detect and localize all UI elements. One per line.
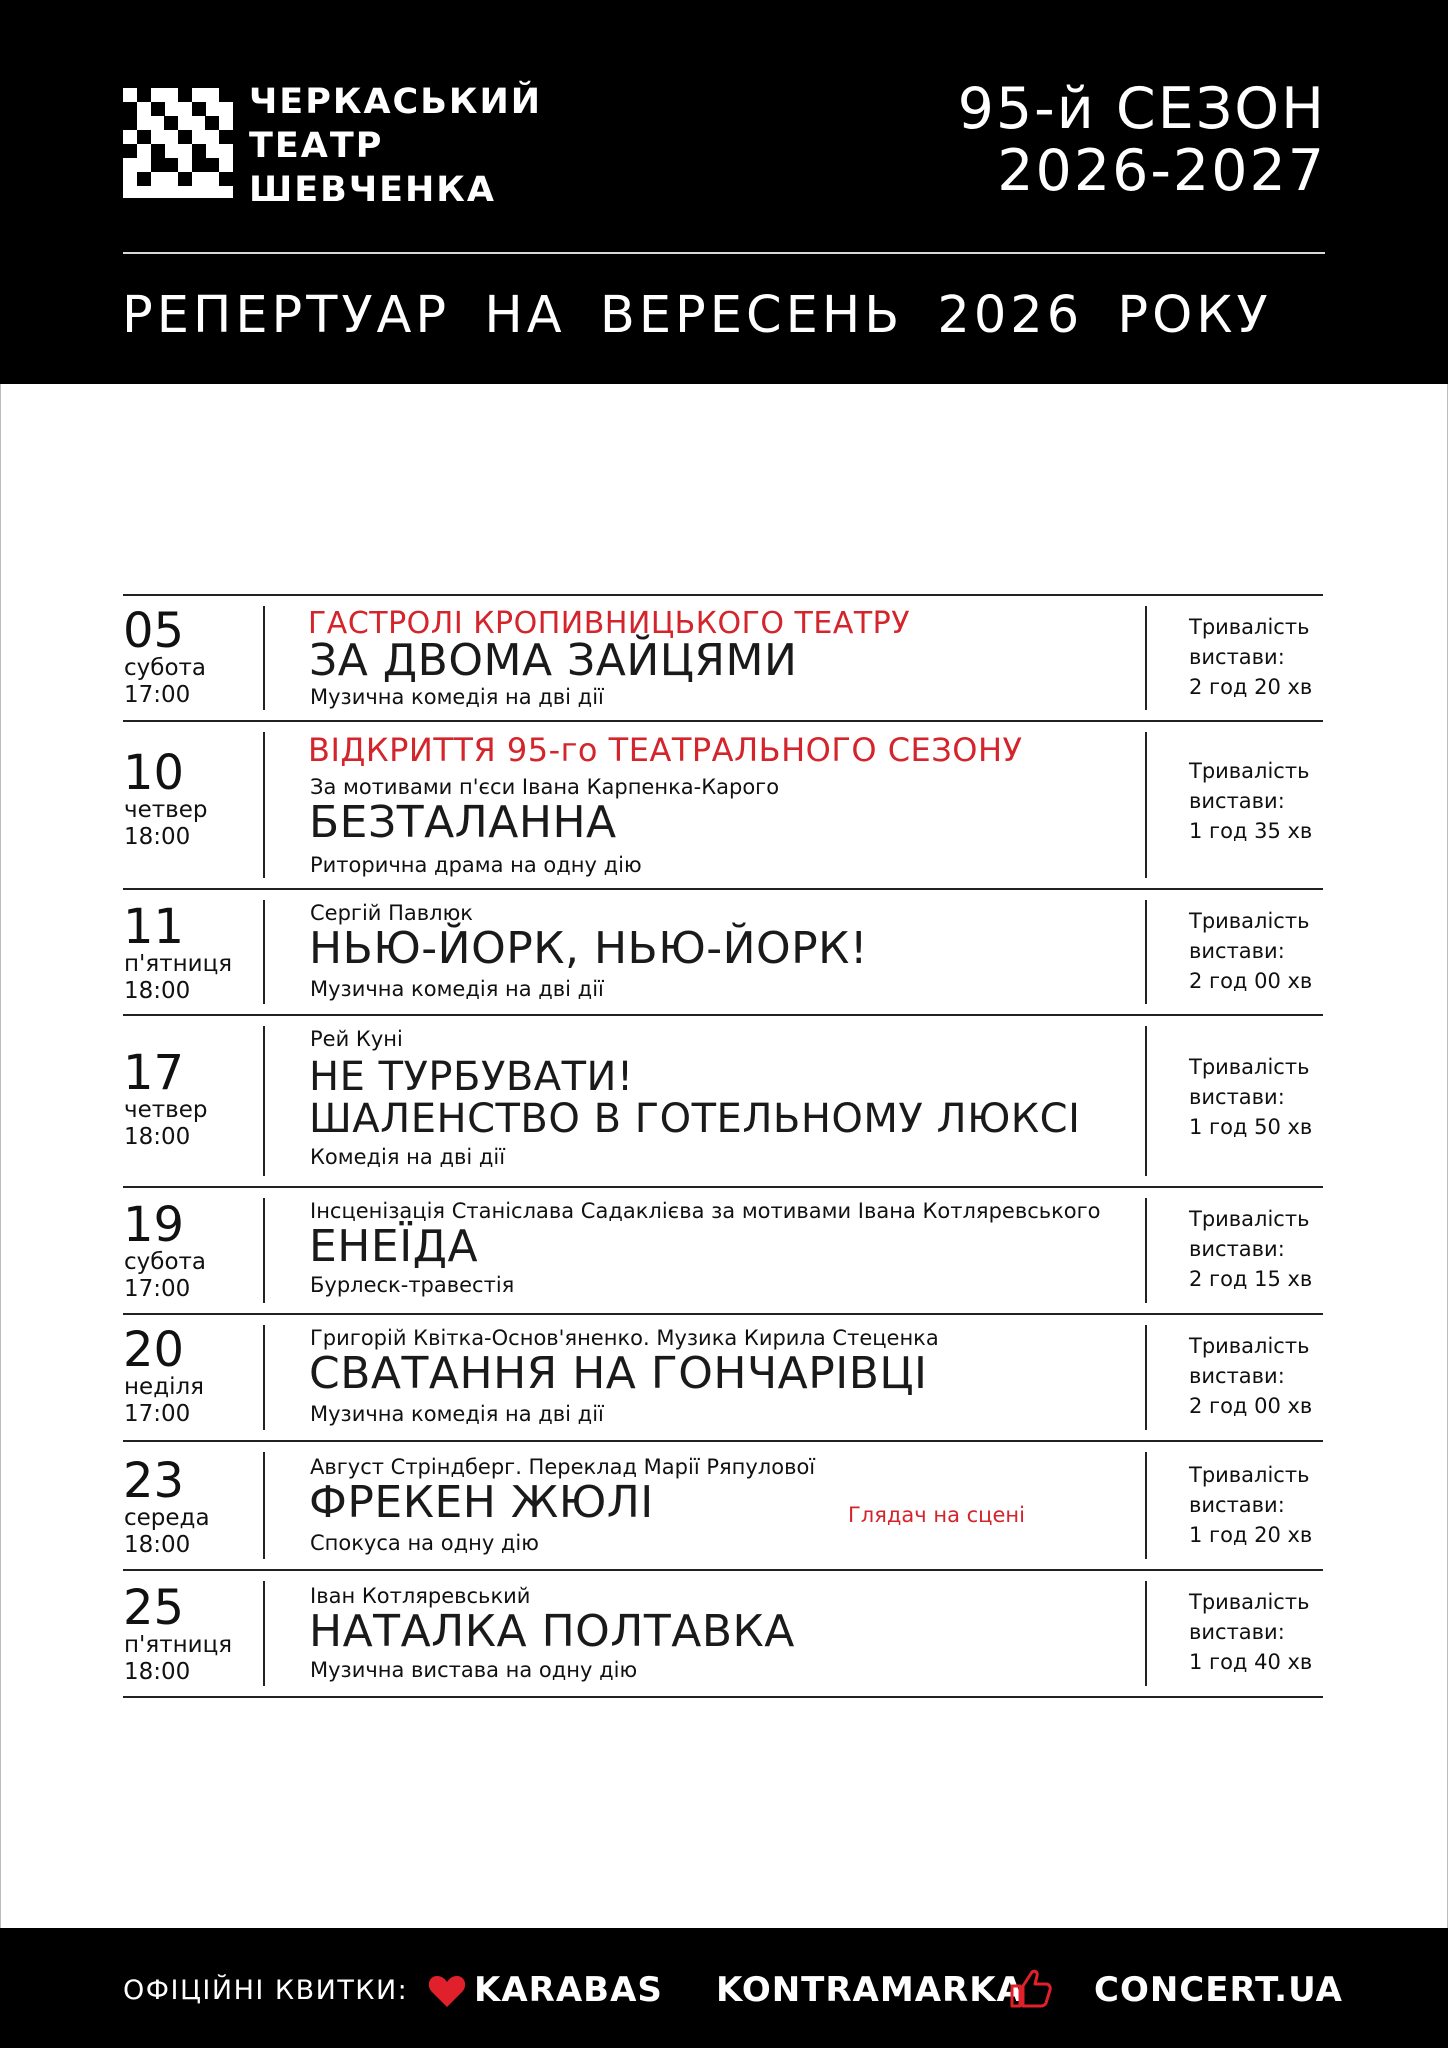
- performance-row: [123, 594, 1323, 720]
- performance-note: Глядач на сцені: [848, 1503, 1025, 1527]
- performance-day: 20: [123, 1322, 185, 1378]
- performance-genre: Музична комедія на дві дії: [310, 977, 604, 1001]
- performance-author: За мотивами п'єси Івана Карпенка-Карого: [310, 775, 780, 799]
- column-divider: [263, 1581, 265, 1686]
- duration-label-1: Тривалість: [1189, 1055, 1310, 1079]
- column-divider: [1145, 1452, 1147, 1559]
- header-divider: [123, 252, 1325, 254]
- performance-duration: [1189, 1204, 1312, 1294]
- official-tickets-label: ОФІЦІЙНІ КВИТКИ:: [123, 1975, 409, 2006]
- duration-label-2: вистави:: [1189, 1237, 1285, 1261]
- performance-duration: [1189, 1052, 1312, 1142]
- season-years: 2026-2027: [997, 138, 1326, 204]
- performance-time: 18:00: [124, 824, 191, 850]
- performance-title-line-2: ШАЛЕНСТВО В ГОТЕЛЬНОМУ ЛЮКСІ: [309, 1096, 1081, 1142]
- performance-row: [123, 1569, 1323, 1696]
- performance-weekday: неділя: [124, 1374, 205, 1400]
- performance-duration: [1189, 756, 1312, 846]
- row-divider: [123, 1696, 1323, 1698]
- performance-genre: Спокуса на одну дію: [310, 1531, 539, 1555]
- performance-genre: Бурлеск-травестія: [310, 1273, 515, 1297]
- duration-label-2: вистави:: [1189, 1364, 1285, 1388]
- performance-day: 25: [123, 1580, 185, 1636]
- column-divider: [263, 732, 265, 878]
- performance-title: НЕ ТУРБУВАТИ!: [309, 1054, 634, 1100]
- performance-row: [123, 888, 1323, 1014]
- duration-label-2: вистави:: [1189, 1620, 1285, 1644]
- theatre-name-line-2: ТЕАТР: [249, 126, 384, 166]
- performance-time: 18:00: [124, 1659, 191, 1685]
- duration-label-1: Тривалість: [1189, 615, 1310, 639]
- duration-value: 2 год 00 хв: [1189, 969, 1313, 993]
- duration-value: 2 год 15 хв: [1189, 1267, 1313, 1291]
- theatre-name-line-3: ШЕВЧЕНКА: [249, 170, 497, 210]
- performance-row: [123, 1313, 1323, 1440]
- performance-time: 17:00: [124, 682, 191, 708]
- performance-day: 17: [123, 1045, 185, 1101]
- performance-time: 18:00: [124, 1124, 191, 1150]
- performance-title: НЬЮ-ЙОРК, НЬЮ-ЙОРК!: [309, 923, 869, 974]
- performance-time: 18:00: [124, 978, 191, 1004]
- duration-label-2: вистави:: [1189, 1085, 1285, 1109]
- performance-duration: [1189, 612, 1312, 702]
- duration-label-1: Тривалість: [1189, 1463, 1310, 1487]
- performance-title: НАТАЛКА ПОЛТАВКА: [309, 1606, 795, 1657]
- theatre-name: [249, 80, 542, 212]
- duration-value: 2 год 20 хв: [1189, 675, 1313, 699]
- performance-title: БЕЗТАЛАННА: [309, 797, 617, 848]
- performance-weekday: четвер: [124, 797, 208, 823]
- column-divider: [263, 1452, 265, 1559]
- duration-value: 1 год 50 хв: [1189, 1115, 1313, 1139]
- performance-genre: Музична вистава на одну дію: [310, 1658, 638, 1682]
- duration-value: 1 год 40 хв: [1189, 1650, 1313, 1674]
- duration-label-2: вистави:: [1189, 939, 1285, 963]
- column-divider: [1145, 1026, 1147, 1176]
- theatre-name-line-1: ЧЕРКАСЬКИЙ: [249, 82, 543, 122]
- performance-genre: Комедія на дві дії: [310, 1145, 506, 1169]
- duration-label-2: вистави:: [1189, 645, 1285, 669]
- performance-author: Іван Котляревський: [310, 1584, 531, 1608]
- column-divider: [263, 900, 265, 1004]
- performance-weekday: п'ятниця: [124, 1632, 233, 1658]
- performance-author: Григорій Квітка-Основ'яненко. Музика Кирила Стеценка: [310, 1326, 939, 1350]
- theatre-logo-mark-icon: [123, 88, 233, 198]
- performance-row: [123, 1440, 1323, 1569]
- performance-time: 17:00: [124, 1276, 191, 1302]
- performance-title: СВАТАННЯ НА ГОНЧАРІВЦІ: [309, 1348, 928, 1399]
- duration-label-1: Тривалість: [1189, 1207, 1310, 1231]
- performance-author: Сергій Павлюк: [310, 901, 473, 925]
- performance-author: Август Стріндберг. Переклад Марії Ряпулової: [310, 1455, 816, 1479]
- column-divider: [1145, 606, 1147, 710]
- performance-time: 17:00: [124, 1401, 191, 1427]
- concert-ua-link[interactable]: CONCERT.UA: [1094, 1970, 1343, 2010]
- performance-day: 05: [123, 603, 185, 659]
- performance-weekday: п'ятниця: [124, 951, 233, 977]
- performance-row: [123, 720, 1323, 888]
- performance-duration: [1189, 1587, 1312, 1677]
- column-divider: [263, 1325, 265, 1430]
- performance-weekday: субота: [124, 1249, 207, 1275]
- column-divider: [263, 606, 265, 710]
- performance-weekday: середа: [124, 1505, 210, 1531]
- duration-label-2: вистави:: [1189, 1493, 1285, 1517]
- performance-kicker: ГАСТРОЛІ КРОПИВНИЦЬКОГО ТЕАТРУ: [308, 606, 911, 641]
- performance-day: 11: [123, 899, 185, 955]
- performance-duration: [1189, 906, 1312, 996]
- duration-value: 2 год 00 хв: [1189, 1394, 1313, 1418]
- page-title: РЕПЕРТУАР НА ВЕРЕСЕНЬ 2026 РОКУ: [122, 286, 1272, 345]
- performance-title: ЗА ДВОМА ЗАЙЦЯМИ: [309, 635, 798, 686]
- duration-value: 1 год 35 хв: [1189, 819, 1313, 843]
- kontramarka-link[interactable]: KONTRAMARKA: [716, 1970, 1024, 2010]
- column-divider: [263, 1198, 265, 1303]
- column-divider: [1145, 1581, 1147, 1686]
- duration-label-1: Тривалість: [1189, 759, 1310, 783]
- duration-label-1: Тривалість: [1189, 1334, 1310, 1358]
- performance-genre: Музична комедія на дві дії: [310, 1402, 604, 1426]
- performance-author: Рей Куні: [310, 1027, 403, 1051]
- performance-row: [123, 1186, 1323, 1313]
- column-divider: [1145, 1198, 1147, 1303]
- performance-day: 10: [123, 745, 185, 801]
- karabas-link[interactable]: KARABAS: [474, 1970, 663, 2010]
- performance-time: 18:00: [124, 1532, 191, 1558]
- performance-weekday: четвер: [124, 1097, 208, 1123]
- duration-value: 1 год 20 хв: [1189, 1523, 1313, 1547]
- performance-kicker: ВІДКРИТТЯ 95-го ТЕАТРАЛЬНОГО СЕЗОНУ: [308, 731, 1023, 769]
- header: [0, 0, 1448, 384]
- performance-duration: [1189, 1460, 1312, 1550]
- column-divider: [263, 1026, 265, 1176]
- performance-title: ФРЕКЕН ЖЮЛІ: [309, 1477, 654, 1528]
- footer: [0, 1928, 1448, 2048]
- performance-weekday: субота: [124, 655, 207, 681]
- thumbs-up-icon: [1008, 1966, 1052, 2010]
- performance-title: ЕНЕЇДА: [309, 1221, 479, 1272]
- season-label: [958, 78, 1326, 202]
- column-divider: [1145, 1325, 1147, 1430]
- performance-duration: [1189, 1331, 1312, 1421]
- performance-day: 23: [123, 1453, 185, 1509]
- duration-label-1: Тривалість: [1189, 909, 1310, 933]
- performance-genre: Музична комедія на дві дії: [310, 685, 604, 709]
- column-divider: [1145, 900, 1147, 1004]
- duration-label-1: Тривалість: [1189, 1590, 1310, 1614]
- duration-label-2: вистави:: [1189, 789, 1285, 813]
- column-divider: [1145, 732, 1147, 878]
- performance-author: Інсценізація Станіслава Садаклієва за мотивами Івана Котляревського: [310, 1199, 1101, 1223]
- heart-icon: [428, 1974, 466, 2008]
- season-number: 95-й СЕЗОН: [957, 76, 1326, 142]
- performance-genre: Риторична драма на одну дію: [310, 853, 642, 877]
- performance-day: 19: [123, 1197, 185, 1253]
- performance-row: [123, 1014, 1323, 1186]
